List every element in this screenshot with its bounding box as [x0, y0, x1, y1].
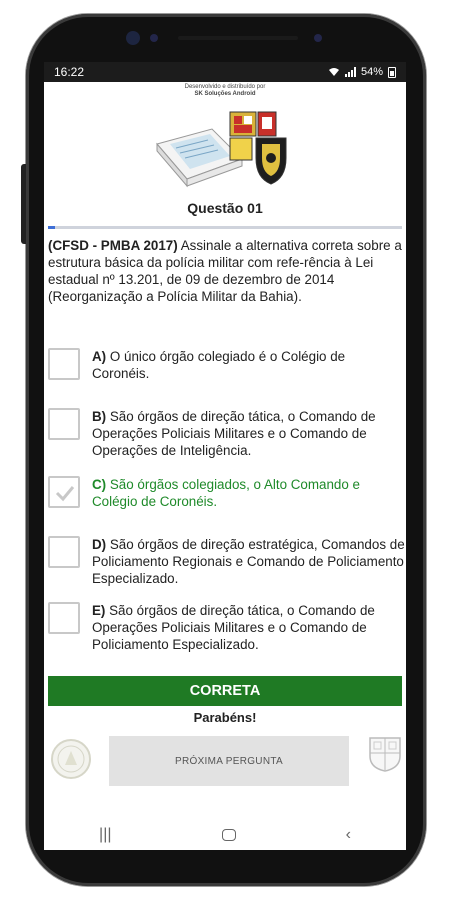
- option-b-checkbox[interactable]: [48, 408, 80, 440]
- option-e-label: São órgãos de direção tática, o Comando de Operações Policiais Militares e o Comando de Policiamento Especializado.: [92, 603, 375, 652]
- option-e[interactable]: [48, 602, 406, 653]
- next-question-button[interactable]: PRÓXIMA PERGUNTA: [109, 736, 349, 786]
- option-c-checkbox[interactable]: [48, 476, 80, 508]
- option-a-letter: A): [92, 349, 107, 364]
- option-c-label: São órgãos colegiados, o Alto Comando e Colégio de Coronéis.: [92, 477, 360, 509]
- header-illustration: [44, 98, 406, 198]
- option-d-text[interactable]: [92, 536, 406, 587]
- crest-icon: [368, 736, 402, 772]
- option-e-letter: E): [92, 603, 106, 618]
- recents-icon[interactable]: |||: [99, 826, 112, 843]
- question-title: Questão 01: [187, 200, 263, 216]
- earpiece-speaker: [178, 36, 298, 40]
- option-e-checkbox[interactable]: [48, 602, 80, 634]
- option-c[interactable]: [48, 476, 406, 510]
- android-nav-bar: [44, 820, 406, 850]
- seal-icon: [50, 738, 92, 780]
- status-time: 16:22: [54, 65, 85, 79]
- question-source: (CFSD - PMBA 2017): [48, 238, 178, 253]
- option-d[interactable]: [48, 536, 406, 587]
- result-message: Parabéns!: [193, 710, 257, 725]
- status-icons: [328, 66, 396, 78]
- iris-sensor-icon: [314, 34, 322, 42]
- option-d-checkbox[interactable]: [48, 536, 80, 568]
- option-e-text[interactable]: [92, 602, 406, 653]
- checkmark-icon: [54, 482, 76, 504]
- back-icon[interactable]: ‹: [345, 826, 351, 843]
- option-d-letter: D): [92, 537, 107, 552]
- option-c-text[interactable]: [92, 476, 406, 510]
- wifi-icon: [328, 67, 340, 77]
- battery-icon: [388, 67, 396, 78]
- option-b-label: São órgãos de direção tática, o Comando de Operações Policiais Militares e o Comando de Operações de Inteligência.: [92, 409, 376, 458]
- option-a-checkbox[interactable]: [48, 348, 80, 380]
- question-progress-fill: [48, 226, 55, 229]
- result-banner: CORRETA: [48, 676, 402, 706]
- option-d-label: São órgãos de direção estratégica, Comandos de Policiamento Regionais e Comando de Policiamento Especializado.: [92, 537, 405, 586]
- shield-icon: [224, 108, 294, 188]
- developer-credit: [44, 84, 406, 98]
- phone-top-bezel: [116, 28, 336, 48]
- developer-credit-line2: SK Soluções Android: [194, 91, 256, 97]
- option-c-letter: C): [92, 477, 107, 492]
- status-bar: [44, 62, 406, 82]
- sensor-icon: [150, 34, 158, 42]
- question-progress-bar: [48, 226, 402, 229]
- signal-icon: [345, 67, 356, 77]
- app-screen: [44, 62, 406, 850]
- option-b-letter: B): [92, 409, 107, 424]
- option-a-text[interactable]: [92, 348, 406, 382]
- option-b[interactable]: [48, 408, 406, 459]
- option-b-text[interactable]: [92, 408, 406, 459]
- battery-percent: 54%: [360, 66, 383, 78]
- question-text: [48, 237, 402, 305]
- front-camera-icon: [126, 31, 140, 45]
- developer-credit-line1: Desenvolvido e distribuído por: [184, 84, 266, 90]
- home-icon[interactable]: [222, 829, 236, 841]
- question-body: Assinale a alternativa correta sobre a estrutura básica da polícia militar com refe-rência à Lei estadual nº 13.201, de 09 de dezembro de 2014 (Reorganização a Polícia Militar da Bahia).: [48, 238, 402, 304]
- option-a[interactable]: [48, 348, 406, 382]
- option-a-label: O único órgão colegiado é o Colégio de Coronéis.: [92, 349, 346, 381]
